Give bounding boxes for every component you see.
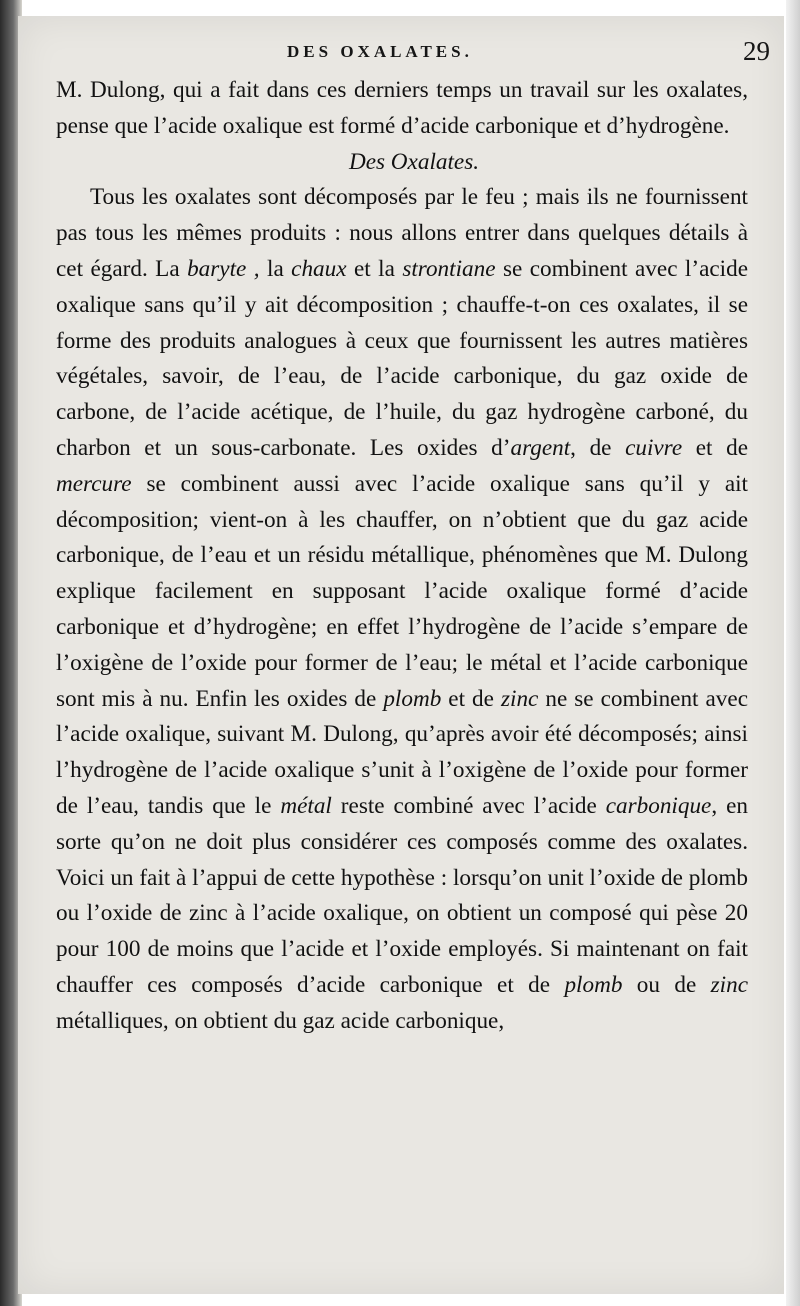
italic-term: chaux [291,255,347,282]
italic-term: baryte , [187,255,260,282]
text-run: et de [441,685,501,712]
text-run: ou de [622,971,711,998]
section-title: Des Oxalates. [348,148,480,175]
text-run: et la [346,255,403,282]
body-text [56,73,748,1040]
text-run: , en sorte qu’on ne doit plus considérer ces composés comme des oxalates. Voici un fait à l’appui de cette hypothèse : lorsqu’on unit l’oxide de plomb ou l’oxide de zinc à l’acide oxalique, on obtient un composé qui pèse 20 pour 100 de moins que l’acide et l’oxide employés. Si maintenant on fait chauffer ces composés d’acide carbonique et de [56,792,748,998]
italic-term: carbonique [605,792,712,819]
text-run: métalliques, on obtient du gaz acide carbonique, [56,1007,505,1034]
italic-term: cuivre [625,434,683,461]
text-run: la [259,255,292,282]
page-margin-edge [786,0,800,1306]
italic-term: argent [510,434,571,461]
page-number: 29 [743,36,770,66]
text-run: se combinent avec l’acide oxalique sans qu’il y ait décomposition ; chauffe-t-on ces oxalates, il se forme des produits analogues à ceux que fournissent les autres matières végétales, savoir, de l’eau, de l’acide carbonique, du gaz oxide de carbone, de l’acide acétique, de l’huile, du gaz hydrogène carboné, du charbon et un sous-carbonate. Les oxides d’ [56,255,748,461]
paragraph-oxalates [56,180,748,1039]
italic-term: strontiane [402,255,496,282]
page-header [62,38,770,72]
text-run: et de [682,434,748,461]
italic-term: zinc [710,971,749,998]
italic-term: métal [280,792,332,819]
text-run: reste combiné avec l’acide [331,792,606,819]
italic-term: zinc [500,685,539,712]
text-run: Tous les oxalates sont décomposés par le feu ; mais ils ne fournissent pas tous les mêmes produits : nous allons entrer dans quelques détails à cet égard. La [56,184,748,282]
italic-term: mercure [56,470,132,497]
italic-term: plomb [383,685,442,712]
running-head: DES OXALATES. [287,42,473,61]
text-run: , de [570,434,626,461]
text-run: se combinent aussi avec l’acide oxalique sans qu’il y ait décomposition; vient-on à les chauffer, on n’obtient que du gaz acide carbonique, de l’eau et un résidu métallique, phénomènes que M. Dulong explique facilement en supposant l’acide oxalique formé d’acide carbonique et d’hydrogène; en effet l’hydrogène de l’acide s’empare de l’oxigène de l’oxide pour former de l’eau; le métal et l’acide carbonique sont mis à nu. Enfin les oxides de [56,470,748,712]
italic-term: plomb [564,971,623,998]
paragraph-opening: M. Dulong, qui a fait dans ces derniers temps un travail sur les oxalates, pense que l’acide oxalique est formé d’acide carbonique et d’hydrogène. [56,77,748,139]
text-run: ne se combinent avec l’acide oxalique, suivant M. Dulong, qu’après avoir été décomposés; ainsi l’hydrogène de l’acide oxalique s’unit à l’oxigène de l’oxide pour former de l’eau, tandis que le [56,685,748,819]
